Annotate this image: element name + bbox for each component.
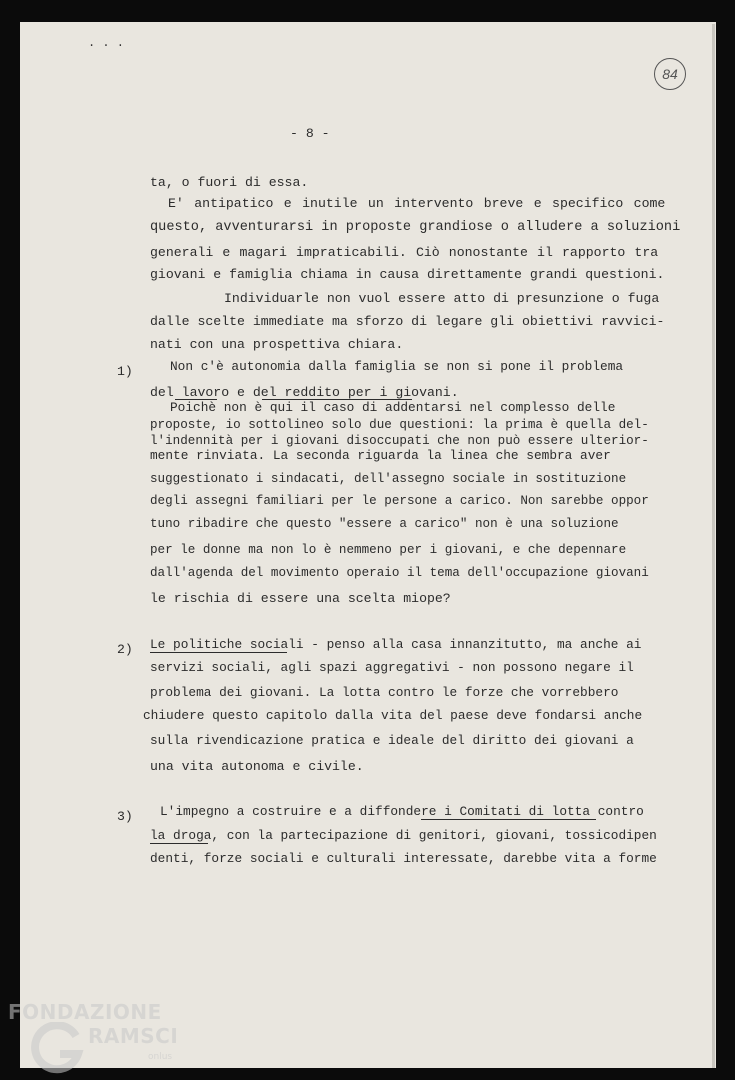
text-line: questo, avventurarsi in proposte grandiose o alludere a soluzioni [150, 220, 681, 235]
gramsci-g-icon [30, 1022, 84, 1076]
text-line: del lavoro e del reddito per i giovani. [150, 385, 459, 400]
page-number: - 8 - [290, 126, 330, 141]
text-line: mente rinviata. La seconda riguarda la linea che sembra aver [150, 448, 611, 463]
underline-politiche [150, 652, 287, 653]
text-line: degli assegni familiari per le persone a carico. Non sarebbe oppor [150, 494, 649, 508]
underline-droga [150, 843, 208, 844]
text-line: proposte, io sottolineo solo due questioni: la prima è quella del- [150, 418, 649, 432]
text-line: L'impegno a costruire e a diffondere i Comitati di lotta contro [160, 804, 644, 819]
text-line: E' antipatico e inutile un intervento breve e specifico come [168, 196, 666, 211]
section-number: 1) [117, 364, 133, 379]
text-line: generali e magari impraticabili. Ciò nonostante il rapporto tra [150, 245, 659, 260]
text-line: Non c'è autonomia dalla famiglia se non si pone il problema [170, 359, 624, 374]
logo-line3: onlus [148, 1052, 173, 1062]
text-line: Poichè non è qui il caso di addentarsi nel complesso delle [170, 400, 616, 415]
text-line: nati con una prospettiva chiara. [150, 337, 404, 352]
text-line: Individuarle non vuol essere atto di presunzione o fuga [224, 291, 660, 306]
text-line: dalle scelte immediate ma sforzo di legare gli obiettivi ravvici- [150, 314, 665, 329]
underline-comitati [421, 819, 596, 820]
text-line: ta, o fuori di essa. [150, 175, 309, 190]
section-number: 2) [117, 642, 133, 657]
text-line: una vita autonoma e civile. [150, 759, 364, 774]
fondazione-gramsci-logo [8, 1000, 208, 1080]
text-line: tuno ribadire che questo "essere a carico" non è una soluzione [150, 517, 619, 531]
section-number: 3) [117, 809, 133, 824]
text-line: chiudere questo capitolo dalla vita del paese deve fondarsi anche [143, 708, 643, 723]
text-line: servizi sociali, agli spazi aggregativi - non possono negare il [150, 660, 634, 675]
text-line: dall'agenda del movimento operaio il tema dell'occupazione giovani [150, 566, 649, 580]
page-edge [712, 24, 715, 1068]
text-line: problema dei giovani. La lotta contro le forze che vorrebbero [150, 685, 619, 700]
text-line: giovani e famiglia chiama in causa direttamente grandi questioni. [150, 267, 665, 282]
text-line: l'indennità per i giovani disoccupati che non può essere ulterior- [150, 434, 649, 448]
text-line: denti, forze sociali e culturali interessate, darebbe vita a forme [150, 851, 657, 866]
text-line: Le politiche sociali - penso alla casa innanzitutto, ma anche ai [150, 637, 642, 652]
logo-line1: FONDAZIONE [8, 1000, 162, 1024]
text-line: sulla rivendicazione pratica e ideale del diritto dei giovani a [150, 733, 634, 748]
archive-stamp: 84 [654, 58, 686, 90]
text-line: suggestionato i sindacati, dell'assegno sociale in sostituzione [150, 472, 627, 486]
text-line: le rischia di essere una scelta miope? [150, 591, 451, 606]
corner-marks: . . . [88, 36, 125, 50]
logo-line2: RAMSCI [88, 1024, 179, 1048]
text-line: per le donne ma non lo è nemmeno per i giovani, e che depennare [150, 543, 627, 557]
text-line: la droga, con la partecipazione di genitori, giovani, tossicodipen [150, 828, 657, 843]
